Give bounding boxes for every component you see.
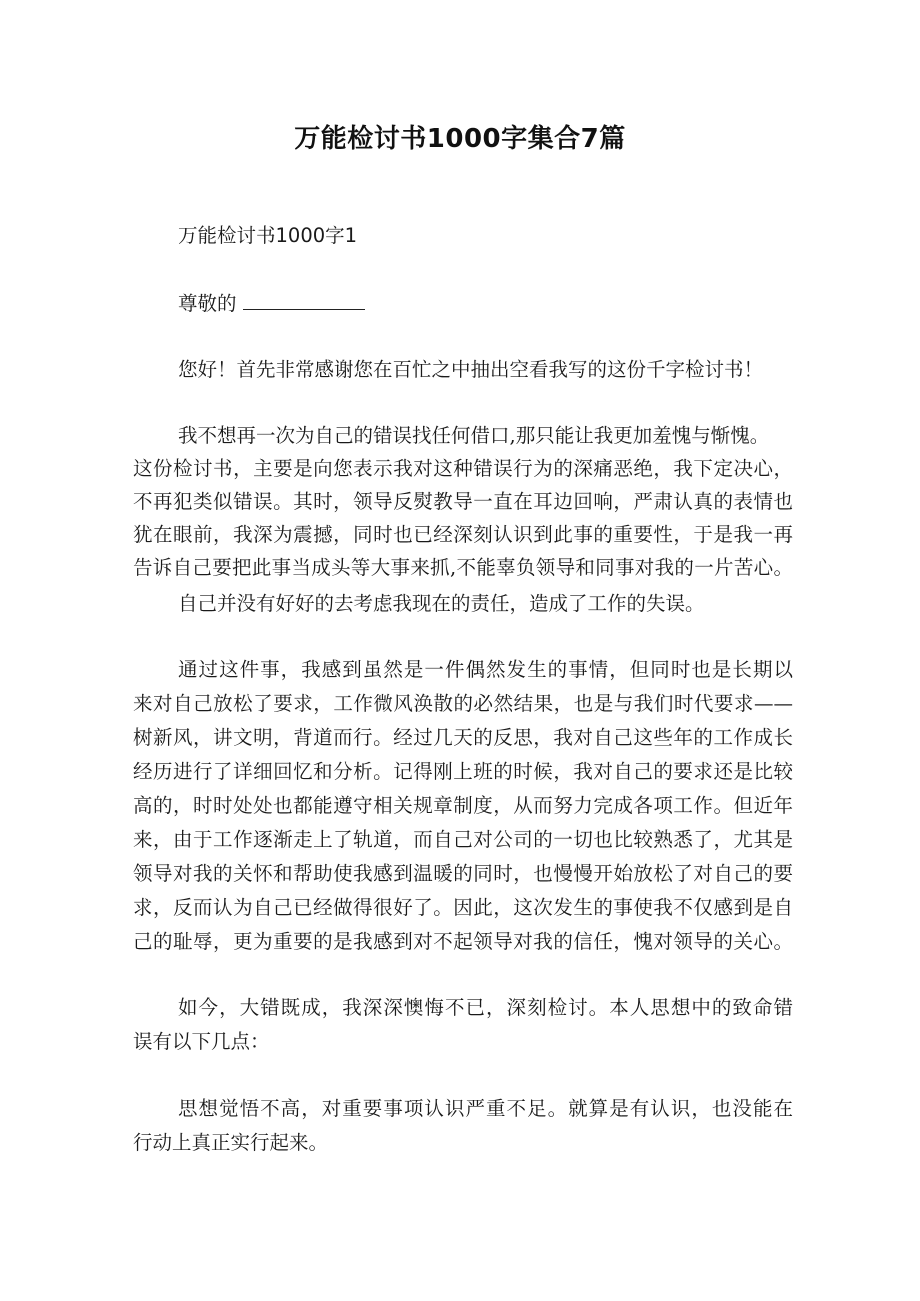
paragraph-1-line: 不再犯类似错误。其时，领导反熨教导一直在耳边回响，严肃认真的表情也 xyxy=(133,490,793,513)
paragraph-3-line: 通过这件事，我感到虽然是一件偶然发生的事情，但同时也是长期以 xyxy=(178,658,793,681)
salutation-line xyxy=(178,289,793,318)
paragraph-3-line: 求，反而认为自己已经做得很好了。因此，这次发生的事使我不仅感到是自 xyxy=(133,896,793,919)
section-heading: 万能检讨书1000字1 xyxy=(178,224,358,247)
paragraph-4-line: 如今，大错既成，我深深懊悔不已，深刻检讨。本人思想中的致命错 xyxy=(178,996,793,1019)
paragraph-1-line: 犹在眼前，我深为震撼，同时也已经深刻认识到此事的重要性，于是我一再 xyxy=(133,523,793,546)
document-title: 万能检讨书1000字集合7篇 xyxy=(294,124,626,154)
paragraph-3-line: 来对自己放松了要求，工作微风涣散的必然结果，也是与我们时代要求—— xyxy=(133,692,793,715)
paragraph-3-line: 己的耻辱，更为重要的是我感到对不起领导对我的信任，愧对领导的关心。 xyxy=(133,930,793,953)
paragraph-1-line: 告诉自己要把此事当成头等大事来抓,不能辜负领导和同事对我的一片苦心。 xyxy=(133,556,793,579)
paragraph-3-line: 树新风，讲文明，背道而行。经过几天的反思，我对自己这些年的工作成长 xyxy=(133,726,793,749)
paragraph-3-line: 领导对我的关怀和帮助使我感到温暖的同时，也慢慢开始放松了对自己的要 xyxy=(133,862,793,885)
paragraph-3-line: 来，由于工作逐渐走上了轨道，而自己对公司的一切也比较熟悉了，尤其是 xyxy=(133,828,793,851)
greeting-line: 您好！首先非常感谢您在百忙之中抽出空看我写的这份千字检讨书！ xyxy=(178,358,764,381)
paragraph-1-line: 这份检讨书，主要是向您表示我对这种错误行为的深痛恶绝，我下定决心， xyxy=(133,457,793,480)
paragraph-1-line: 我不想再一次为自己的错误找任何借口,那只能让我更加羞愧与惭愧。 xyxy=(178,424,770,447)
paragraph-3-line: 经历进行了详细回忆和分析。记得刚上班的时候，我对自己的要求还是比较 xyxy=(133,760,793,783)
paragraph-2-line: 自己并没有好好的去考虑我现在的责任，造成了工作的失误。 xyxy=(178,592,705,615)
recipient-blank xyxy=(243,289,365,310)
paragraph-5-line: 行动上真正实行起来。 xyxy=(133,1131,329,1154)
salutation-text: 尊敬的 xyxy=(178,292,237,315)
paragraph-5-line: 思想觉悟不高，对重要事项认识严重不足。就算是有认识，也没能在 xyxy=(178,1097,793,1120)
paragraph-4-line: 误有以下几点： xyxy=(133,1030,270,1053)
paragraph-3-line: 高的，时时处处也都能遵守相关规章制度，从而努力完成各项工作。但近年 xyxy=(133,794,793,817)
